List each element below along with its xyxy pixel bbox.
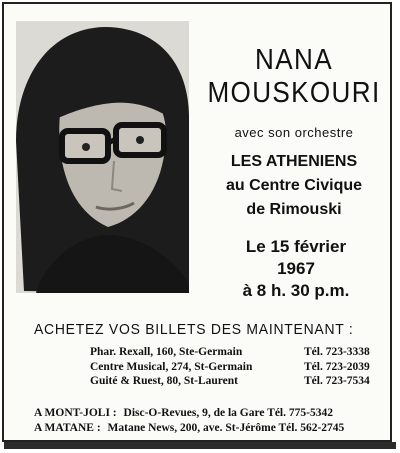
outlet-name: Phar. Rexall, 160, Ste-Germain	[90, 346, 243, 358]
date-line-1: Le 15 février	[245, 237, 347, 256]
outlet-name: Centre Musical, 274, St-Germain	[90, 360, 253, 373]
event-details	[206, 150, 382, 222]
artist-photo	[16, 21, 189, 293]
town-outlet-row	[34, 406, 344, 421]
venue-line-2: de Rimouski	[246, 201, 342, 218]
buy-tickets-heading: ACHETEZ VOS BILLETS DES MAINTENANT :	[34, 321, 354, 338]
other-town-outlets	[34, 406, 344, 436]
concert-advertisement	[2, 2, 392, 442]
portrait-illustration	[16, 21, 189, 293]
outlet-phone: Tél. 723-2039	[304, 360, 370, 373]
town-outlet-detail: Matane News, 200, ave. St-Jérôme Tél. 562-2745	[107, 422, 345, 434]
venue-line-1: au Centre Civique	[225, 177, 363, 194]
with-orchestra-text: avec son orchestre	[234, 125, 354, 140]
town-name: A MONT-JOLI :	[34, 407, 117, 419]
town-outlet-detail: Disc-O-Revues, 9, de la Gare Tél. 775-5342	[123, 407, 333, 419]
town-outlet-row	[34, 421, 344, 436]
ticket-outlets	[90, 345, 394, 389]
date-line-2: 1967	[277, 259, 315, 278]
outlet-phone: Tél. 723-7534	[304, 375, 370, 387]
outlet-row	[90, 374, 394, 389]
outlet-name: Guité & Ruest, 80, St-Laurent	[90, 375, 239, 387]
artist-name	[204, 44, 384, 110]
orchestra-name: LES ATHENIENS	[230, 153, 358, 170]
date-line-3: à 8 h. 30 p.m.	[242, 281, 350, 300]
outlet-row	[90, 345, 394, 360]
town-name: A MATANE :	[34, 422, 101, 434]
event-date	[226, 236, 366, 302]
artist-first-name: NANA	[255, 44, 333, 76]
outlet-phone: Tél. 723-3338	[304, 346, 370, 358]
artist-last-name: MOUSKOURI	[207, 77, 381, 109]
bottom-border-rule	[4, 442, 396, 449]
outlet-row	[90, 360, 394, 375]
